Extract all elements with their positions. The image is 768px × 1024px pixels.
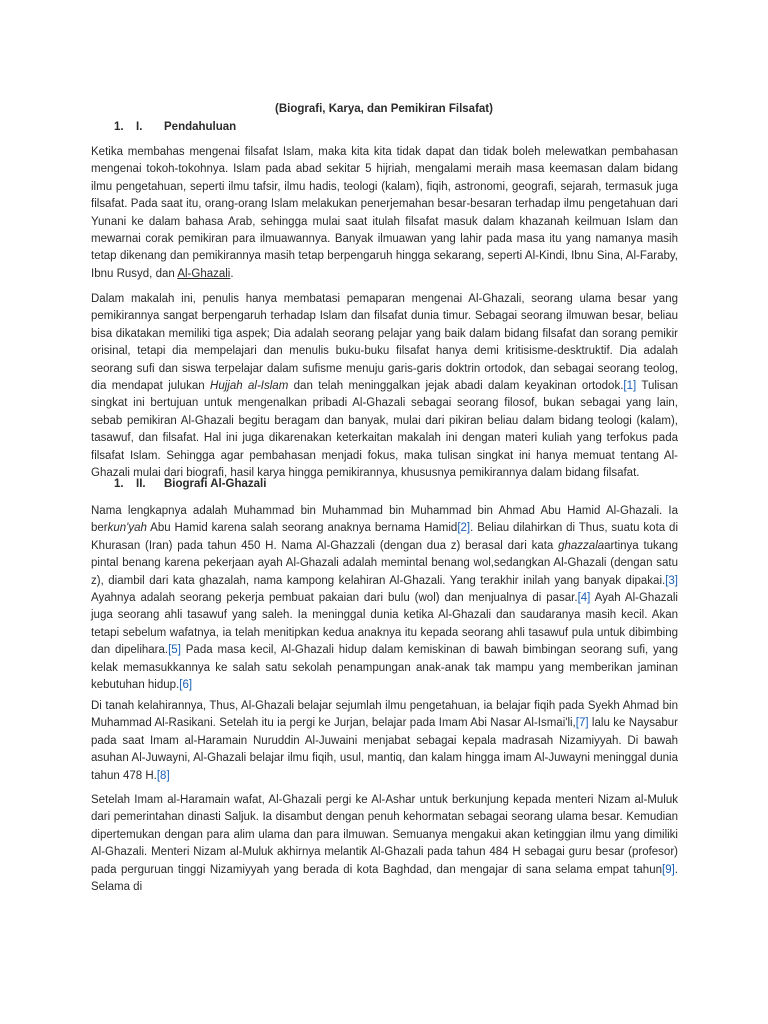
text-run: Pada masa kecil, Al-Ghazali hidup dalam kemiskinan di bawah bimbingan seorang sufi, yang kelak memasukkannya ke salah satu sekolah penampungan anak-anak tak mampu yang memberikan jaminan kebutuhan hidup. [91, 644, 678, 692]
al-ghazali-link[interactable]: Al-Ghazali [177, 267, 231, 280]
footnote-link-5[interactable]: [5] [168, 644, 181, 657]
text-run: artinya tukang pintal benang karena pekerjaan ayah Al-Ghazali adalah memintal benang wol,sedangkan Al-Ghazali (dengan satu z), diambil dari kata ghazalah, nama kampong kelahiran Al-Ghazali. Yang terakhir inilah yang banyak dipakai. [91, 539, 678, 587]
paragraph-intro [91, 144, 678, 283]
section-label: Biografi Al-Ghazali [164, 478, 267, 490]
text-run: Di tanah kelahirannya, Thus, Al-Ghazali belajar sejumlah ilmu pengetahuan, ia belajar fiqih pada Syekh Ahmad bin Muhammad Al-Rasikani. Setelah itu ia pergi ke Jurjan, belajar pada Imam Abi Nasar Al-Ismai'li, [91, 700, 678, 730]
section-number: 1. [114, 121, 124, 133]
emphasis-text: kun'yah [107, 522, 147, 535]
text-run: Dalam makalah ini, penulis hanya membatasi pemaparan mengenai Al-Ghazali, seorang ulama besar yang pemikirannya sangat berpengaruh terhadap Islam dan filsafat dunia timur. Sebagai seorang ilmuwan besar, beliau bisa dikatakan memiliki tiga aspek; Dia adalah seorang pelajar yang baik dalam bidang filsafat dan sorang pemikir orisinal, tetapi dia mempelajari dan menulis buku-buku filsafat hanya demi kritisisme-desktruktif. Dia adalah seorang sufi dan siswa terpelajar dalam sufisme menuju garis-garis doktrin ortodok, dan sebagai seorang teolog, dia mendapat julukan [91, 293, 678, 393]
section-number: 1. [114, 478, 124, 490]
section-heading-biografi [114, 475, 266, 493]
paragraph-scope [91, 291, 678, 482]
text-run: Abu Hamid karena salah seorang anaknya bernama Hamid [146, 522, 458, 535]
section-heading-pendahuluan [114, 118, 236, 136]
text-run: . Selama di [91, 863, 678, 894]
text-run: dan telah meninggalkan jejak abadi dalam keyakinan ortodok. [288, 380, 624, 393]
text-run: Ayahnya adalah seorang pekerja pembuat pakaian dari bulu (wol) dan menjualnya di pasar. [91, 592, 578, 605]
footnote-link-4[interactable]: [4] [577, 592, 591, 605]
text-run: Ayah Al-Ghazali juga seorang ahli tasawuf yang saleh. Ia meninggal dunia ketika Al-Ghazali dan saudaranya masih kecil. Akan tetapi sebelum wafatnya, ia telah menitipkan kedua anaknya itu kepada seorang ahli tasawuf pula untuk dibimbing dan dipelihara. [91, 592, 678, 657]
text-run: Setelah Imam al-Haramain wafat, Al-Ghazali pergi ke Al-Ashar untuk berkunjung kepada menteri Nizam al-Muluk dari pemerintahan dinasti Saljuk. Ia disambut dengan penuh kehormatan sebagai seorang ulama besar. Kemudian dipertemukan dengan para alim ulama dan para ilmuwan. Semuanya mengakui akan ketinggian ilmu yang dimiliki Al-Ghazali. Menteri Nizam al-Muluk akhirnya melantik Al-Ghazali pada tahun 484 H sebagai guru besar (profesor) pada perguruan tinggi Nizamiyyah yang berada di kota Baghdad, dan mengajar di sana selama empat tahun [91, 794, 678, 876]
emphasis-text: ghazzala [558, 539, 605, 552]
text-run: lalu ke Naysabur pada saat Imam al-Haramain Nuruddin Al-Juwaini menjabat sebagai kepala madrasah Nizamiyyah. Di bawah asuhan Al-Juwayni, Al-Ghazali belajar ilmu fiqih, usul, mantiq, dan kalam hingga imam Al-Juwayni meninggal dunia tahun 478 H. [91, 717, 678, 782]
text-run: . Beliau dilahirkan di Thus, suatu kota di Khurasan (Iran) pada tahun 450 H. Nama Al-Ghazzali (dengan dua z) berasal dari kata [91, 522, 678, 552]
footnote-link-2[interactable]: [2] [457, 522, 471, 535]
text-run: . [230, 267, 234, 280]
footnote-link-3[interactable]: [3] [665, 574, 678, 587]
paragraph-career [91, 792, 678, 896]
emphasis-text: Hujjah al-Islam [210, 380, 289, 393]
footnote-link-8[interactable]: [8] [156, 769, 170, 782]
paragraph-education [91, 698, 678, 785]
footnote-link-9[interactable]: [9] [662, 863, 675, 876]
footnote-link-6[interactable]: [6] [179, 679, 193, 692]
section-roman-numeral: I. [136, 121, 143, 133]
section-roman-numeral: II. [136, 478, 146, 490]
text-run: Ketika membahas mengenai filsafat Islam, maka kita kita tidak dapat dan tidak boleh melewatkan pembahasan mengenai tokoh-tokohnya. Islam pada abad sekitar 5 hijriah, mengalami meraih masa keemasan dalam bidang ilmu pengetahuan, seperti ilmu tafsir, ilmu hadis, teologi (kalam), fiqih, astronomi, geografi, sejarah, termasuk juga filsafat. Pada saat itu, orang-orang Islam melakukan penerjemahan besar-besaran terhadap ilmu pengetahuan dari Yunani ke dalam bahasa Arab, sehingga mulai saat itulah filsafat masuk dalam khazanah keilmuan Islam dan mewarnai corak pemikiran para ilmuawannya. Banyak ilmuawan yang lahir pada masa itu yang namanya masih tetap dikenang dan pemikirannya masih tetap berpengaruh hingga sekarang, seperti Al-Kindi, Ibnu Sina, Al-Faraby, Ibnu Rusyd, dan [91, 146, 678, 280]
text-run: Tulisan singkat ini bertujuan untuk mengenalkan pribadi Al-Ghazali sebagai seorang filosof, bukan sebagai yang lain, sebab pemikiran Al-Ghazali begitu beragam dan banyak, mulai dari pikiran beliau dalam bidang teologi (kalam), tasawuf, dan filsafat. Hal ini juga dikarenakan keterkaitan makalah ini dengan materi kuliah yang terfokus pada filsafat Islam. Sehingga agar pembahasan menjadi fokus, maka tulisan singkat ini hanya memuat tentang Al-Ghazali mulai dari biografi, hasil karya hingga pemikirannya, khususnya pemikirannya dalam bidang filsafat. [91, 380, 678, 480]
footnote-link-1[interactable]: [1] [623, 380, 637, 393]
text-run: Nama lengkapnya adalah Muhammad bin Muhammad bin Muhammad bin Ahmad Abu Hamid Al-Ghazali. Ia ber [91, 505, 678, 535]
footnote-link-7[interactable]: [7] [575, 717, 589, 730]
section-label: Pendahuluan [164, 121, 237, 133]
paragraph-biography [91, 503, 678, 694]
document-title: (Biografi, Karya, dan Pemikiran Filsafat) [275, 103, 493, 115]
